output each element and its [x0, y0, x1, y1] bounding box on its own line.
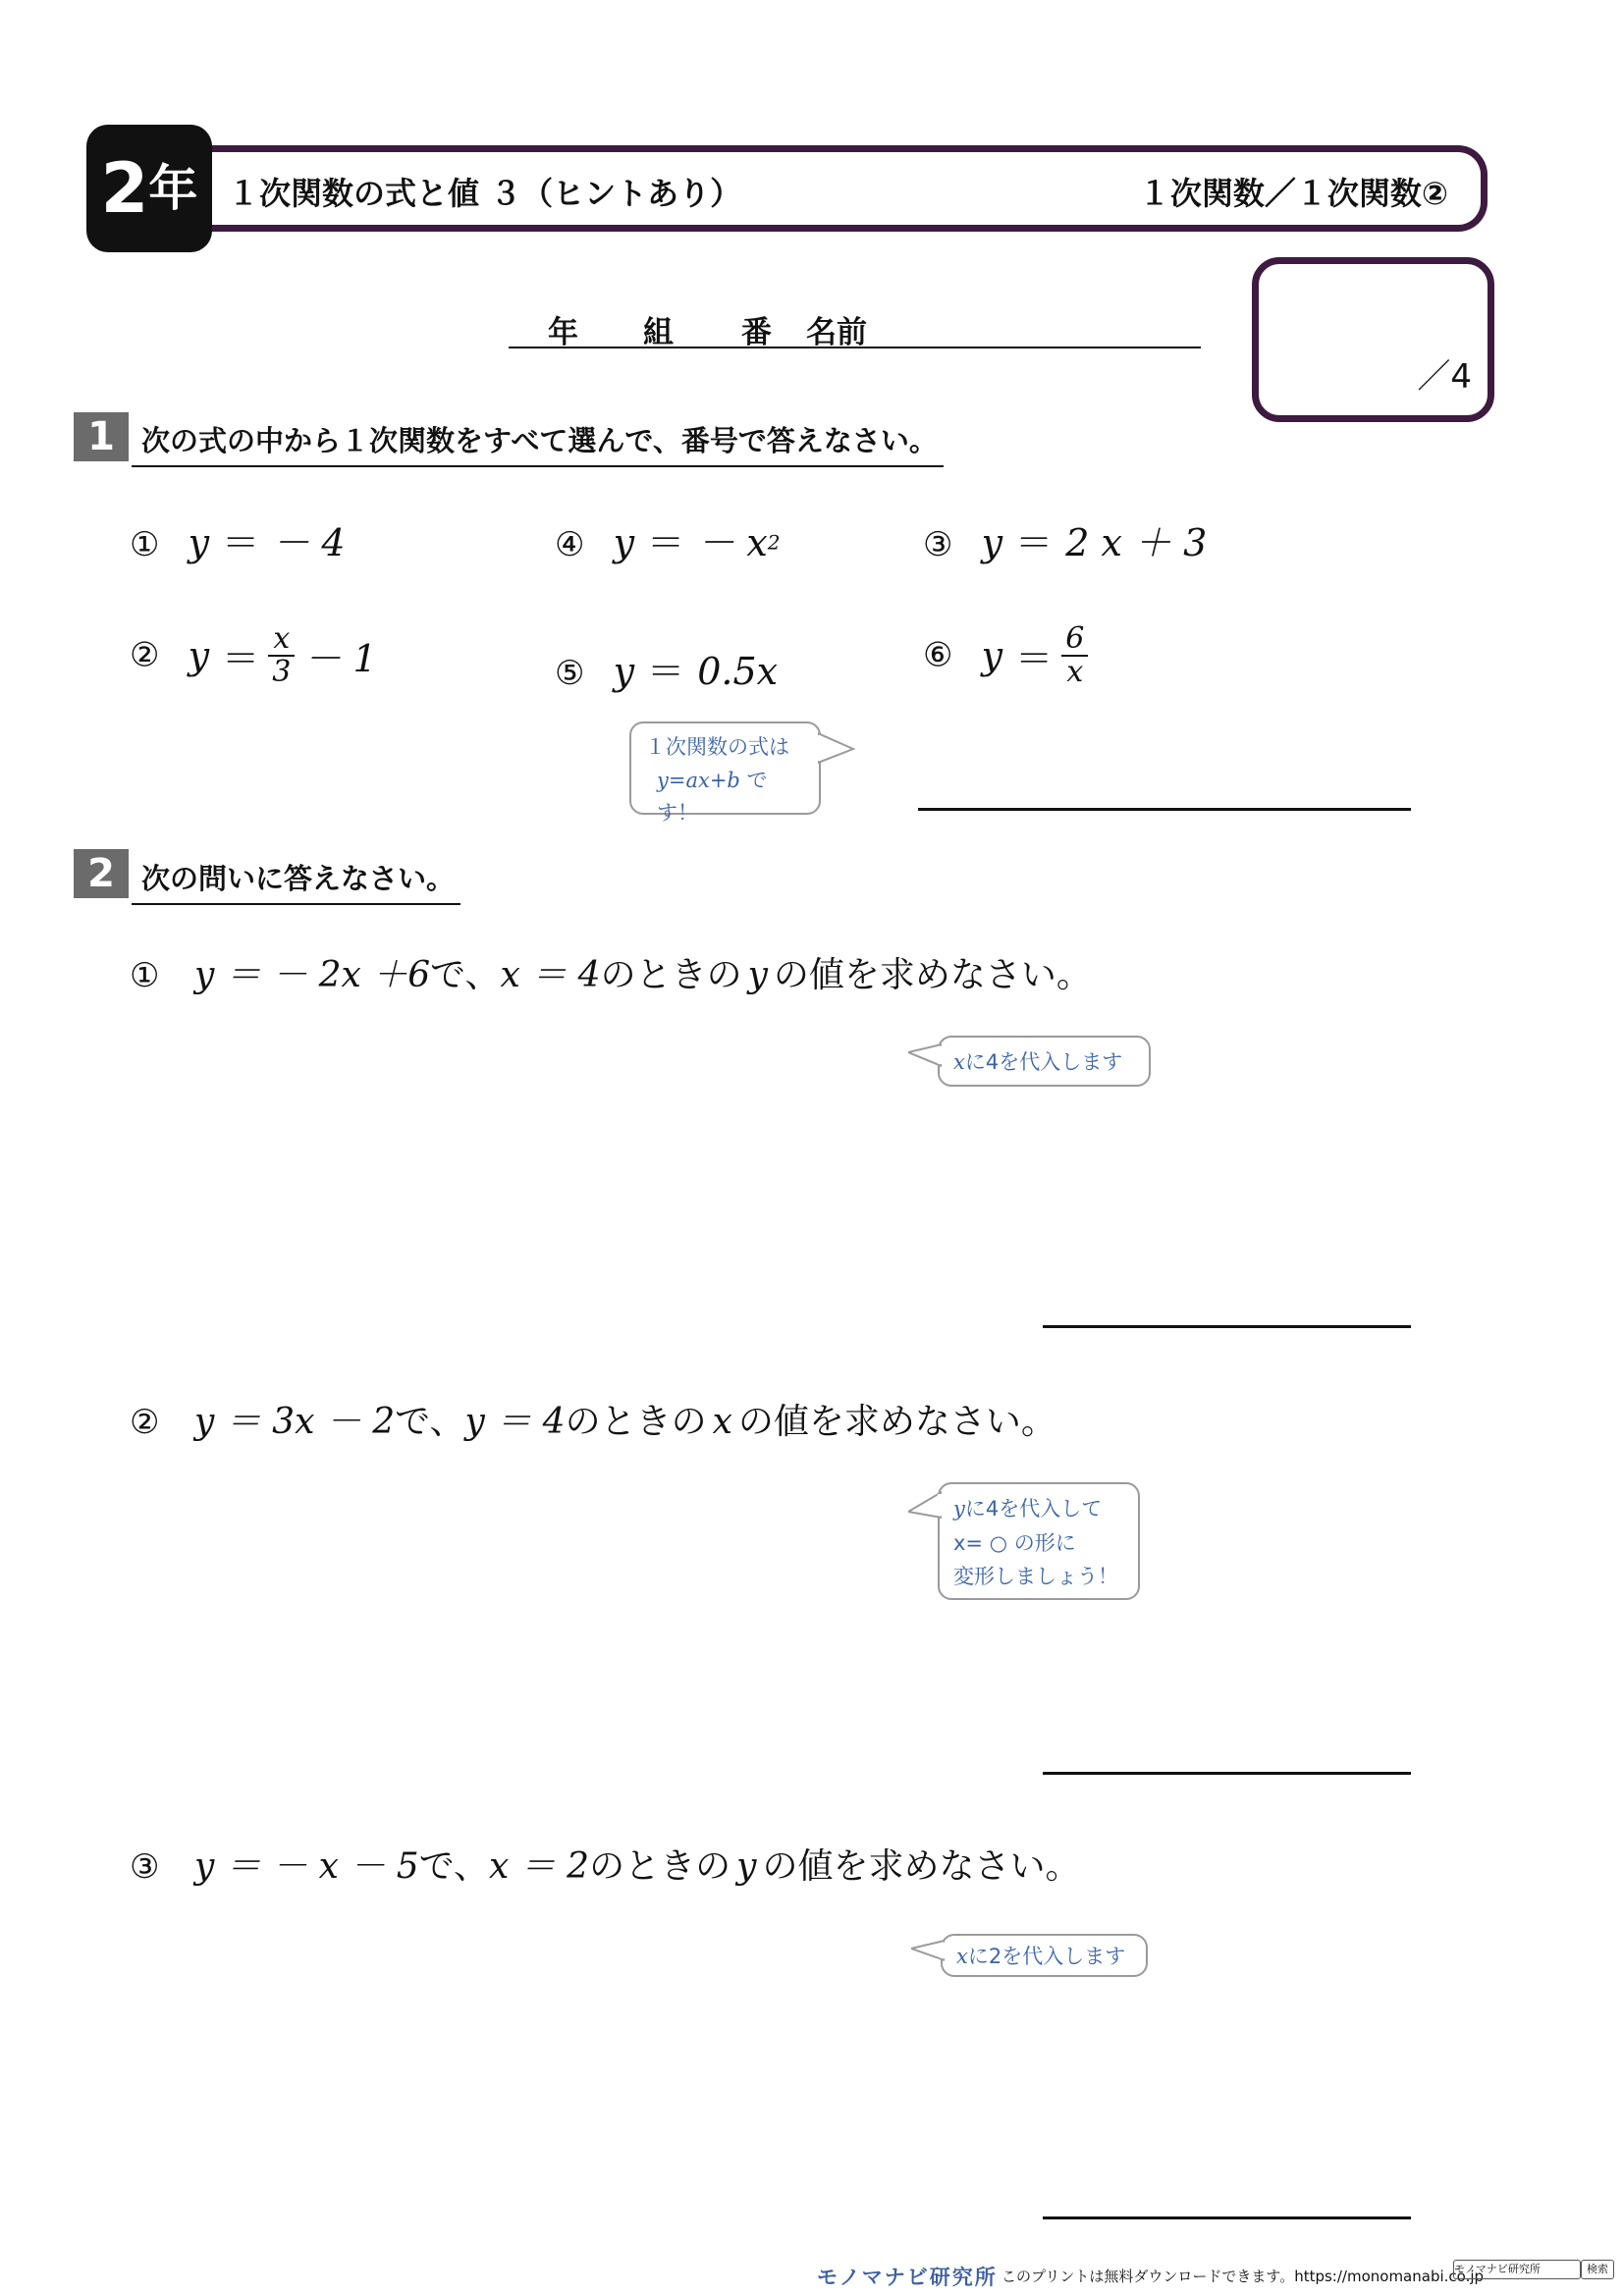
hint-bubble-tail	[908, 1490, 942, 1520]
question-variable: x	[712, 1402, 732, 1442]
choice-tail: － 1	[303, 637, 377, 680]
question-equation: y ＝ － 2x ＋6	[193, 955, 431, 995]
answer-line	[1043, 2216, 1411, 2219]
question-condition: x ＝ 4	[500, 955, 601, 995]
exponent: 2	[767, 530, 781, 555]
section-2-number: 2	[74, 849, 129, 898]
choice-equals: ＝	[222, 521, 260, 564]
question-text: で、	[430, 955, 501, 995]
question-mark: ②	[130, 1403, 160, 1442]
hint-variable: x	[956, 1945, 968, 1968]
hint-bubble	[938, 1036, 1151, 1087]
question-text: の値を求めなさい。	[773, 955, 1092, 995]
choice-2	[130, 623, 377, 687]
number-label: 番	[741, 315, 772, 350]
choice-6	[923, 623, 1092, 687]
question-variable: y	[736, 1846, 757, 1887]
choice-rhs: 2 x ＋ 3	[1065, 521, 1208, 564]
footer-search-button: 検索	[1581, 2260, 1614, 2279]
choice-4	[555, 512, 781, 566]
worksheet-title: １次関数の式と値 ３（ヒントあり）	[228, 175, 742, 212]
hint-bubble-tail	[818, 731, 857, 771]
question-text: の値を求めなさい。	[762, 1846, 1081, 1887]
question-2	[130, 1394, 1056, 1444]
hint-text: に4を代入します	[964, 1050, 1123, 1074]
choice-lhs: y	[613, 521, 635, 564]
hint-bubble	[629, 721, 821, 826]
answer-line	[918, 808, 1411, 811]
question-3	[130, 1839, 1080, 1889]
choice-equals: ＝	[1015, 637, 1054, 680]
hint-bubble-tail	[911, 1939, 945, 1968]
choice-mark: ⑥	[923, 635, 953, 675]
choice-rhs: 0.5x	[697, 650, 779, 693]
hint-line: 変形しましょう！	[953, 1565, 1118, 1589]
hint-bubble	[938, 1482, 1140, 1600]
hint-text: に2を代入します	[967, 1945, 1126, 1968]
question-text: で、	[418, 1846, 489, 1887]
name-row	[509, 307, 1201, 348]
hint-bubble	[941, 1934, 1148, 1977]
question-text: の値を求めなさい。	[737, 1402, 1056, 1442]
name-label: 名前	[806, 315, 867, 350]
choice-lhs: y	[188, 633, 210, 677]
grade-badge	[86, 125, 212, 252]
choice-mark: ④	[555, 525, 585, 564]
question-text: のときの	[589, 1846, 731, 1887]
fraction-numerator: 6	[1061, 623, 1088, 657]
hint-line: x= ○ の形に	[953, 1530, 1076, 1555]
grade-number: 2	[100, 148, 147, 229]
hint-formula: y=ax+b	[657, 768, 740, 792]
question-text: のときの	[565, 1402, 707, 1442]
section-1-title: 次の式の中から１次関数をすべて選んで、番号で答えなさい。	[132, 419, 944, 467]
choice-equals: ＝	[1015, 521, 1054, 564]
choice-mark: ⑤	[555, 654, 585, 693]
choice-lhs: y	[981, 633, 1003, 677]
choice-equals: ＝	[647, 521, 685, 564]
question-variable: y	[747, 955, 768, 995]
answer-line	[1043, 1772, 1411, 1775]
choice-equals: ＝	[222, 637, 260, 680]
grade-label: 年	[148, 160, 198, 217]
hint-line: です！	[657, 768, 768, 826]
question-text: のときの	[600, 955, 742, 995]
section-2-title: 次の問いに答えなさい。	[132, 857, 460, 905]
question-mark: ③	[130, 1847, 160, 1887]
fraction-denominator: x	[1066, 654, 1084, 689]
score-box	[1252, 257, 1494, 422]
choice-rhs: － x	[697, 521, 768, 564]
hint-line: １次関数の式は	[645, 735, 789, 759]
question-equation: y ＝ 3x － 2	[193, 1402, 396, 1442]
year-label: 年	[548, 315, 578, 350]
choice-3	[923, 512, 1207, 566]
footer-text: このプリントは無料ダウンロードできます。https://monomanabi.co.jp	[1001, 2268, 1485, 2285]
choice-mark: ③	[923, 525, 953, 564]
choice-5	[555, 641, 778, 695]
fraction	[1061, 623, 1088, 687]
class-label: 組	[643, 315, 674, 350]
question-condition: x ＝ 2	[488, 1846, 590, 1887]
fraction-denominator: 3	[272, 654, 292, 689]
hint-text: に4を代入して	[964, 1497, 1103, 1521]
footer-logo: モノマナビ研究所	[817, 2266, 998, 2289]
choice-lhs: y	[613, 650, 635, 693]
question-1	[130, 947, 1092, 997]
hint-bubble-tail	[908, 1042, 942, 1072]
score-total: ／4	[1417, 357, 1472, 397]
question-equation: y ＝ － x － 5	[193, 1846, 419, 1887]
choice-mark: ②	[130, 635, 160, 675]
hint-variable: y	[953, 1497, 965, 1521]
question-text: で、	[395, 1402, 465, 1442]
choice-lhs: y	[981, 521, 1003, 564]
question-condition: y ＝ 4	[464, 1402, 566, 1442]
unit-title: １次関数／１次関数②	[1138, 175, 1448, 212]
question-mark: ①	[130, 956, 160, 995]
choice-1	[130, 512, 346, 566]
hint-variable: x	[953, 1050, 965, 1074]
choice-lhs: y	[188, 521, 210, 564]
fraction-numerator: x	[268, 623, 295, 657]
choice-equals: ＝	[647, 650, 685, 693]
choice-mark: ①	[130, 525, 160, 564]
footer-search-box: モノマナビ研究所	[1453, 2260, 1581, 2279]
answer-line	[1043, 1325, 1411, 1328]
fraction	[268, 623, 295, 687]
choice-rhs: － 4	[272, 521, 346, 564]
section-1-number: 1	[74, 412, 129, 461]
